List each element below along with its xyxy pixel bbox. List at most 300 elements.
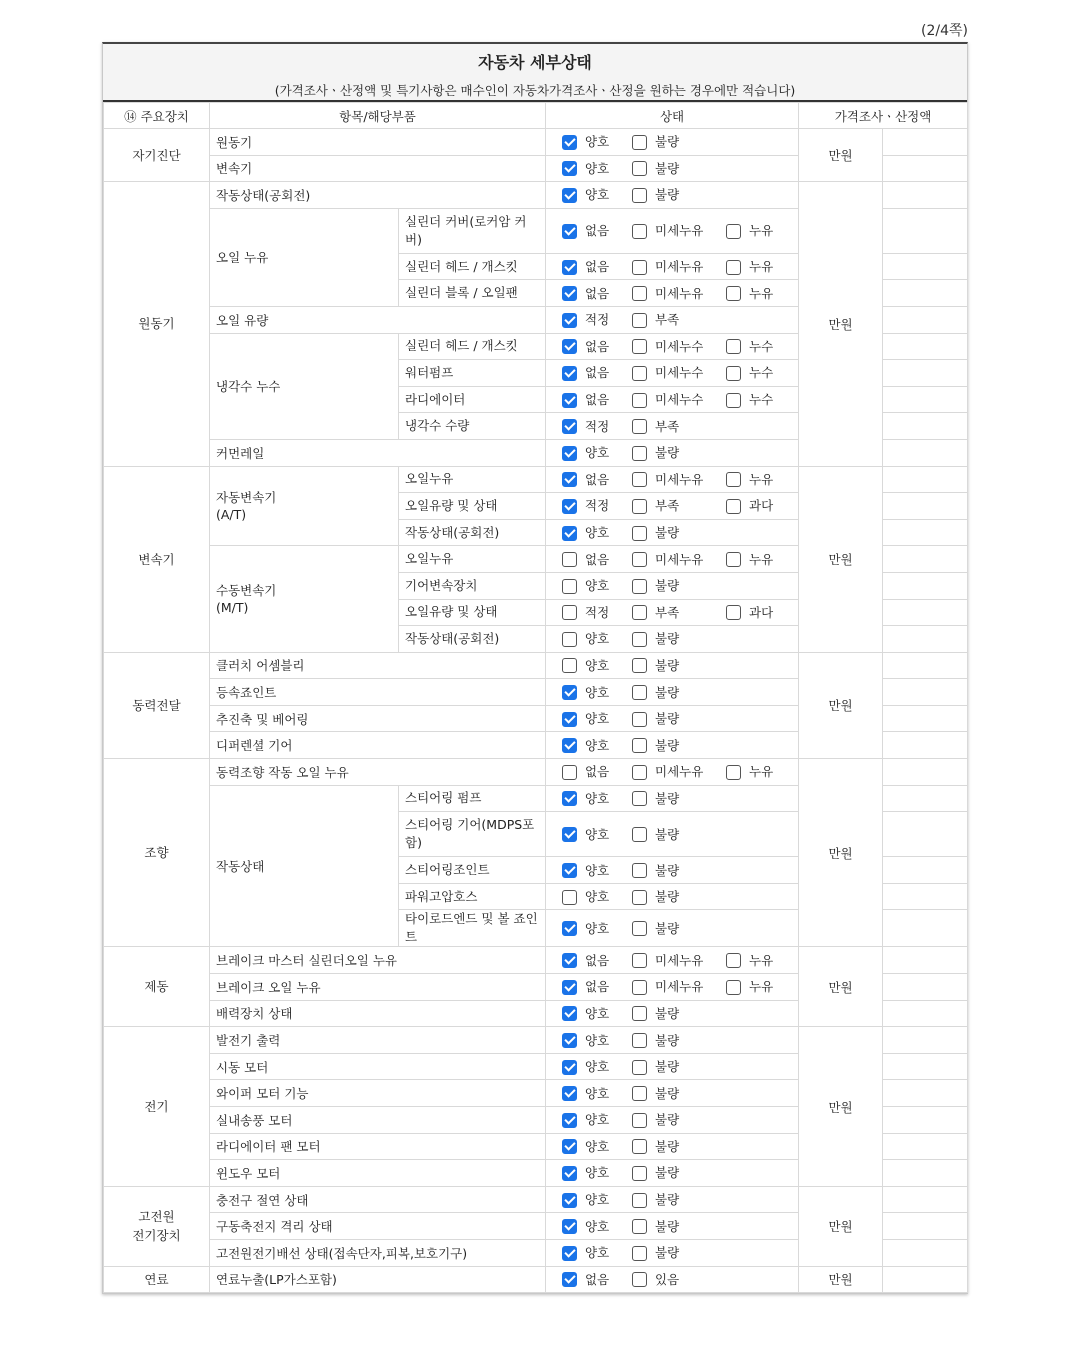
status-cell xyxy=(546,439,799,466)
price-input-cell[interactable] xyxy=(883,705,968,732)
unchecked-checkbox[interactable] xyxy=(632,1006,647,1021)
device-group-cell: 자기진단 xyxy=(104,129,210,182)
option-label: 양호 xyxy=(585,1085,610,1101)
price-unit-cell: 만원 xyxy=(799,947,883,1027)
checked-checkbox[interactable] xyxy=(562,1272,577,1287)
price-input-cell[interactable] xyxy=(883,493,968,520)
price-input-cell[interactable] xyxy=(883,1080,968,1107)
status-cell xyxy=(546,626,799,653)
option-label: 불량 xyxy=(655,711,680,727)
status-option xyxy=(562,363,632,383)
device-group-cell: 제동 xyxy=(104,947,210,1027)
price-input-cell[interactable] xyxy=(883,679,968,706)
status-option xyxy=(562,1163,632,1183)
item-cell: 시동 모터 xyxy=(210,1053,546,1080)
unchecked-checkbox[interactable] xyxy=(726,224,741,239)
unchecked-checkbox[interactable] xyxy=(632,224,647,239)
status-cell xyxy=(546,360,799,387)
option-label: 양호 xyxy=(585,160,610,176)
status-cell xyxy=(546,947,799,974)
checked-checkbox[interactable] xyxy=(562,685,577,700)
table-row xyxy=(104,1027,968,1054)
option-label: 불량 xyxy=(655,737,680,753)
price-input-cell[interactable] xyxy=(883,910,968,947)
unchecked-checkbox[interactable] xyxy=(632,1272,647,1287)
status-option xyxy=(632,762,726,782)
option-label: 양호 xyxy=(585,631,610,647)
sub-item-cell: 오일유량 및 상태 xyxy=(399,599,546,626)
status-option xyxy=(632,1030,726,1050)
status-option xyxy=(562,762,632,782)
option-label: 없음 xyxy=(585,952,610,968)
checked-checkbox[interactable] xyxy=(562,161,577,176)
unchecked-checkbox[interactable] xyxy=(632,827,647,842)
option-label: 양호 xyxy=(585,1192,610,1208)
checked-checkbox[interactable] xyxy=(562,791,577,806)
price-input-cell[interactable] xyxy=(883,883,968,910)
option-label: 양호 xyxy=(585,1245,610,1261)
option-label: 미세누유 xyxy=(655,979,704,995)
unchecked-checkbox[interactable] xyxy=(632,791,647,806)
status-option xyxy=(632,363,726,383)
option-label: 불량 xyxy=(655,134,680,150)
device-group-cell: 전기 xyxy=(104,1027,210,1187)
option-label: 불량 xyxy=(655,1245,680,1261)
unchecked-checkbox[interactable] xyxy=(632,632,647,647)
status-cell xyxy=(546,1053,799,1080)
option-label: 누유 xyxy=(749,979,774,995)
status-option xyxy=(632,443,726,463)
option-label: 미세누유 xyxy=(655,223,704,239)
status-option xyxy=(562,496,632,516)
unchecked-checkbox[interactable] xyxy=(632,605,647,620)
unchecked-checkbox[interactable] xyxy=(632,188,647,203)
status-option xyxy=(632,860,726,880)
option-label: 불량 xyxy=(655,631,680,647)
price-input-cell[interactable] xyxy=(883,466,968,493)
price-input-cell[interactable] xyxy=(883,599,968,626)
price-input-cell[interactable] xyxy=(883,129,968,156)
unchecked-checkbox[interactable] xyxy=(726,953,741,968)
unchecked-checkbox[interactable] xyxy=(632,1060,647,1075)
unchecked-checkbox[interactable] xyxy=(632,712,647,727)
unchecked-checkbox[interactable] xyxy=(632,1193,647,1208)
unchecked-checkbox[interactable] xyxy=(726,552,741,567)
checked-checkbox[interactable] xyxy=(562,313,577,328)
device-group-cell: 조향 xyxy=(104,759,210,947)
price-input-cell[interactable] xyxy=(883,1186,968,1213)
unchecked-checkbox[interactable] xyxy=(726,286,741,301)
price-input-cell[interactable] xyxy=(883,732,968,759)
option-label: 있음 xyxy=(655,1271,680,1287)
option-label: 없음 xyxy=(585,1271,610,1287)
status-cell xyxy=(546,519,799,546)
status-option xyxy=(632,221,726,241)
status-cell xyxy=(546,280,799,307)
price-input-cell[interactable] xyxy=(883,546,968,573)
option-label: 양호 xyxy=(585,711,610,727)
option-label: 양호 xyxy=(585,1059,610,1075)
price-input-cell[interactable] xyxy=(883,1160,968,1187)
checked-checkbox[interactable] xyxy=(562,1193,577,1208)
unchecked-checkbox[interactable] xyxy=(632,446,647,461)
status-cell xyxy=(546,546,799,573)
unchecked-checkbox[interactable] xyxy=(632,1113,647,1128)
status-option xyxy=(562,918,632,938)
price-unit-cell: 만원 xyxy=(799,182,883,466)
option-label: 누유 xyxy=(749,259,774,275)
unchecked-checkbox[interactable] xyxy=(632,1033,647,1048)
status-option xyxy=(632,682,726,702)
sub-item-cell: 실린더 블록 / 오일팬 xyxy=(399,280,546,307)
unchecked-checkbox[interactable] xyxy=(632,339,647,354)
price-input-cell[interactable] xyxy=(883,208,968,253)
status-option xyxy=(562,1243,632,1263)
status-option xyxy=(632,788,726,808)
price-input-cell[interactable] xyxy=(883,306,968,333)
checked-checkbox[interactable] xyxy=(562,1139,577,1154)
price-input-cell[interactable] xyxy=(883,857,968,884)
option-label: 없음 xyxy=(585,338,610,354)
checked-checkbox[interactable] xyxy=(562,260,577,275)
checked-checkbox[interactable] xyxy=(562,1113,577,1128)
item-cell: 브레이크 마스터 실린더오일 누유 xyxy=(210,947,546,974)
item-cell: 실내송풍 모터 xyxy=(210,1107,546,1134)
status-option xyxy=(562,655,632,675)
checked-checkbox[interactable] xyxy=(562,827,577,842)
option-label: 누유 xyxy=(749,952,774,968)
unchecked-checkbox[interactable] xyxy=(632,260,647,275)
unchecked-checkbox[interactable] xyxy=(632,472,647,487)
status-option xyxy=(632,1243,726,1263)
status-option xyxy=(632,1163,726,1183)
status-cell xyxy=(546,333,799,360)
status-cell xyxy=(546,466,799,493)
checked-checkbox[interactable] xyxy=(562,499,577,514)
checked-checkbox[interactable] xyxy=(562,1086,577,1101)
option-label: 과다 xyxy=(749,604,774,620)
unchecked-checkbox[interactable] xyxy=(632,953,647,968)
unchecked-checkbox[interactable] xyxy=(726,260,741,275)
price-input-cell[interactable] xyxy=(883,413,968,440)
price-input-cell[interactable] xyxy=(883,1053,968,1080)
item-cell: 원동기 xyxy=(210,129,546,156)
price-input-cell[interactable] xyxy=(883,626,968,653)
item-cell: 작동상태 xyxy=(210,785,399,947)
table-header-row xyxy=(104,103,968,129)
checked-checkbox[interactable] xyxy=(562,286,577,301)
form-header xyxy=(103,44,967,102)
price-input-cell[interactable] xyxy=(883,253,968,280)
price-input-cell[interactable] xyxy=(883,785,968,812)
price-input-cell[interactable] xyxy=(883,652,968,679)
checked-checkbox[interactable] xyxy=(562,1246,577,1261)
unchecked-checkbox[interactable] xyxy=(632,1219,647,1234)
unchecked-checkbox[interactable] xyxy=(562,579,577,594)
option-label: 없음 xyxy=(585,979,610,995)
option-label: 불량 xyxy=(655,578,680,594)
option-label: 적정 xyxy=(585,498,610,514)
checked-checkbox[interactable] xyxy=(562,863,577,878)
price-input-cell[interactable] xyxy=(883,1213,968,1240)
status-cell xyxy=(546,129,799,156)
status-option xyxy=(726,496,773,516)
option-label: 불량 xyxy=(655,445,680,461)
unchecked-checkbox[interactable] xyxy=(726,339,741,354)
unchecked-checkbox[interactable] xyxy=(726,499,741,514)
price-input-cell[interactable] xyxy=(883,280,968,307)
status-option xyxy=(632,950,726,970)
status-cell xyxy=(546,1239,799,1266)
checked-checkbox[interactable] xyxy=(562,366,577,381)
item-cell: 와이퍼 모터 기능 xyxy=(210,1080,546,1107)
unchecked-checkbox[interactable] xyxy=(726,472,741,487)
unchecked-checkbox[interactable] xyxy=(726,980,741,995)
unchecked-checkbox[interactable] xyxy=(632,921,647,936)
status-cell xyxy=(546,1213,799,1240)
option-label: 양호 xyxy=(585,657,610,673)
unchecked-checkbox[interactable] xyxy=(632,1139,647,1154)
unchecked-checkbox[interactable] xyxy=(632,419,647,434)
item-cell: 브레이크 오일 누유 xyxy=(210,974,546,1001)
unchecked-checkbox[interactable] xyxy=(562,605,577,620)
status-cell xyxy=(546,599,799,626)
checked-checkbox[interactable] xyxy=(562,446,577,461)
status-option xyxy=(632,390,726,410)
price-input-cell[interactable] xyxy=(883,1239,968,1266)
option-label: 없음 xyxy=(585,471,610,487)
status-option xyxy=(562,824,632,844)
status-cell xyxy=(546,652,799,679)
unchecked-checkbox[interactable] xyxy=(562,765,577,780)
checked-checkbox[interactable] xyxy=(562,472,577,487)
unchecked-checkbox[interactable] xyxy=(562,890,577,905)
price-input-cell[interactable] xyxy=(883,1133,968,1160)
status-cell xyxy=(546,253,799,280)
checked-checkbox[interactable] xyxy=(562,1166,577,1181)
unchecked-checkbox[interactable] xyxy=(632,658,647,673)
status-option xyxy=(562,602,632,622)
checked-checkbox[interactable] xyxy=(562,135,577,150)
checked-checkbox[interactable] xyxy=(562,712,577,727)
status-option xyxy=(632,283,726,303)
option-label: 불량 xyxy=(655,1165,680,1181)
price-input-cell[interactable] xyxy=(883,1000,968,1027)
sub-item-cell: 스티어링조인트 xyxy=(399,857,546,884)
option-label: 누유 xyxy=(749,471,774,487)
sub-item-cell: 파워고압호스 xyxy=(399,883,546,910)
unchecked-checkbox[interactable] xyxy=(632,286,647,301)
device-group-cell: 변속기 xyxy=(104,466,210,652)
option-label: 적정 xyxy=(585,604,610,620)
option-label: 적정 xyxy=(585,312,610,328)
price-input-cell[interactable] xyxy=(883,182,968,209)
device-group-cell: 원동기 xyxy=(104,182,210,466)
status-option xyxy=(632,469,726,489)
unchecked-checkbox[interactable] xyxy=(632,1166,647,1181)
status-option xyxy=(562,390,632,410)
option-label: 없음 xyxy=(585,365,610,381)
unchecked-checkbox[interactable] xyxy=(632,685,647,700)
checked-checkbox[interactable] xyxy=(562,224,577,239)
table-row xyxy=(104,182,968,209)
status-option xyxy=(562,860,632,880)
price-input-cell[interactable] xyxy=(883,812,968,857)
unchecked-checkbox[interactable] xyxy=(632,366,647,381)
option-label: 불량 xyxy=(655,160,680,176)
price-input-cell[interactable] xyxy=(883,1266,968,1293)
price-input-cell[interactable] xyxy=(883,1107,968,1134)
unchecked-checkbox[interactable] xyxy=(632,313,647,328)
price-input-cell[interactable] xyxy=(883,759,968,786)
table-row xyxy=(104,759,968,786)
checked-checkbox[interactable] xyxy=(562,980,577,995)
checked-checkbox[interactable] xyxy=(562,419,577,434)
option-label: 불량 xyxy=(655,826,680,842)
checked-checkbox[interactable] xyxy=(562,393,577,408)
checked-checkbox[interactable] xyxy=(562,1006,577,1021)
sub-item-cell: 라디에이터 xyxy=(399,386,546,413)
checked-checkbox[interactable] xyxy=(562,1033,577,1048)
status-option xyxy=(562,257,632,277)
option-label: 불량 xyxy=(655,657,680,673)
unchecked-checkbox[interactable] xyxy=(632,1246,647,1261)
checked-checkbox[interactable] xyxy=(562,526,577,541)
price-input-cell[interactable] xyxy=(883,572,968,599)
status-option xyxy=(562,158,632,178)
status-cell xyxy=(546,1160,799,1187)
price-input-cell[interactable] xyxy=(883,333,968,360)
item-cell: 변속기 xyxy=(210,155,546,182)
status-option xyxy=(562,221,632,241)
status-option xyxy=(562,336,632,356)
option-label: 양호 xyxy=(585,187,610,203)
sub-item-cell: 오일유량 및 상태 xyxy=(399,493,546,520)
item-cell: 디퍼렌셜 기어 xyxy=(210,732,546,759)
option-label: 양호 xyxy=(585,1138,610,1154)
option-label: 양호 xyxy=(585,826,610,842)
price-input-cell[interactable] xyxy=(883,1027,968,1054)
item-cell: 자동변속기 (A/T) xyxy=(210,466,399,546)
price-input-cell[interactable] xyxy=(883,386,968,413)
header-status: 상태 xyxy=(546,103,799,129)
item-cell: 작동상태(공회전) xyxy=(210,182,546,209)
unchecked-checkbox[interactable] xyxy=(632,738,647,753)
status-cell xyxy=(546,306,799,333)
status-option xyxy=(562,1190,632,1210)
unchecked-checkbox[interactable] xyxy=(632,161,647,176)
price-unit-cell: 만원 xyxy=(799,466,883,652)
option-label: 미세누유 xyxy=(655,471,704,487)
unchecked-checkbox[interactable] xyxy=(726,393,741,408)
unchecked-checkbox[interactable] xyxy=(632,863,647,878)
form-title: 자동차 세부상태 xyxy=(478,53,592,72)
status-option xyxy=(562,950,632,970)
price-input-cell[interactable] xyxy=(883,360,968,387)
device-group-cell: 고전원 전기장치 xyxy=(104,1186,210,1266)
price-input-cell[interactable] xyxy=(883,947,968,974)
status-option xyxy=(562,1269,632,1289)
option-label: 누유 xyxy=(749,223,774,239)
status-cell xyxy=(546,679,799,706)
unchecked-checkbox[interactable] xyxy=(632,1086,647,1101)
checked-checkbox[interactable] xyxy=(562,921,577,936)
status-option xyxy=(726,950,773,970)
unchecked-checkbox[interactable] xyxy=(726,366,741,381)
status-option xyxy=(562,469,632,489)
unchecked-checkbox[interactable] xyxy=(562,552,577,567)
checked-checkbox[interactable] xyxy=(562,339,577,354)
unchecked-checkbox[interactable] xyxy=(632,579,647,594)
option-label: 불량 xyxy=(655,889,680,905)
checked-checkbox[interactable] xyxy=(562,738,577,753)
unchecked-checkbox[interactable] xyxy=(632,135,647,150)
status-option xyxy=(562,523,632,543)
checked-checkbox[interactable] xyxy=(562,188,577,203)
unchecked-checkbox[interactable] xyxy=(726,765,741,780)
option-label: 불량 xyxy=(655,1138,680,1154)
option-label: 불량 xyxy=(655,1059,680,1075)
option-label: 불량 xyxy=(655,1192,680,1208)
status-option xyxy=(562,735,632,755)
unchecked-checkbox[interactable] xyxy=(632,526,647,541)
unchecked-checkbox[interactable] xyxy=(632,393,647,408)
option-label: 불량 xyxy=(655,920,680,936)
status-cell xyxy=(546,1266,799,1293)
unchecked-checkbox[interactable] xyxy=(726,605,741,620)
checked-checkbox[interactable] xyxy=(562,1060,577,1075)
option-label: 불량 xyxy=(655,684,680,700)
option-label: 미세누유 xyxy=(655,259,704,275)
unchecked-checkbox[interactable] xyxy=(632,499,647,514)
checked-checkbox[interactable] xyxy=(562,953,577,968)
item-cell: 등속죠인트 xyxy=(210,679,546,706)
table-row xyxy=(104,466,968,493)
status-option xyxy=(632,1136,726,1156)
status-option xyxy=(632,1110,726,1130)
status-option xyxy=(562,709,632,729)
unchecked-checkbox[interactable] xyxy=(632,980,647,995)
price-input-cell[interactable] xyxy=(883,439,968,466)
price-input-cell[interactable] xyxy=(883,974,968,1001)
option-label: 양호 xyxy=(585,1032,610,1048)
status-option xyxy=(632,1057,726,1077)
unchecked-checkbox[interactable] xyxy=(632,765,647,780)
price-input-cell[interactable] xyxy=(883,155,968,182)
status-option xyxy=(632,549,726,569)
option-label: 양호 xyxy=(585,889,610,905)
status-cell xyxy=(546,386,799,413)
table-row xyxy=(104,1186,968,1213)
unchecked-checkbox[interactable] xyxy=(562,658,577,673)
device-group-cell: 연료 xyxy=(104,1266,210,1293)
status-cell xyxy=(546,1133,799,1160)
unchecked-checkbox[interactable] xyxy=(562,632,577,647)
status-option xyxy=(632,257,726,277)
status-option xyxy=(562,629,632,649)
status-option xyxy=(632,336,726,356)
unchecked-checkbox[interactable] xyxy=(632,890,647,905)
option-label: 없음 xyxy=(585,223,610,239)
status-option xyxy=(562,977,632,997)
option-label: 불량 xyxy=(655,187,680,203)
sub-item-cell: 작동상태(공회전) xyxy=(399,626,546,653)
unchecked-checkbox[interactable] xyxy=(632,552,647,567)
checked-checkbox[interactable] xyxy=(562,1219,577,1234)
price-input-cell[interactable] xyxy=(883,519,968,546)
item-cell: 클러치 어셈블리 xyxy=(210,652,546,679)
sub-item-cell: 작동상태(공회전) xyxy=(399,519,546,546)
